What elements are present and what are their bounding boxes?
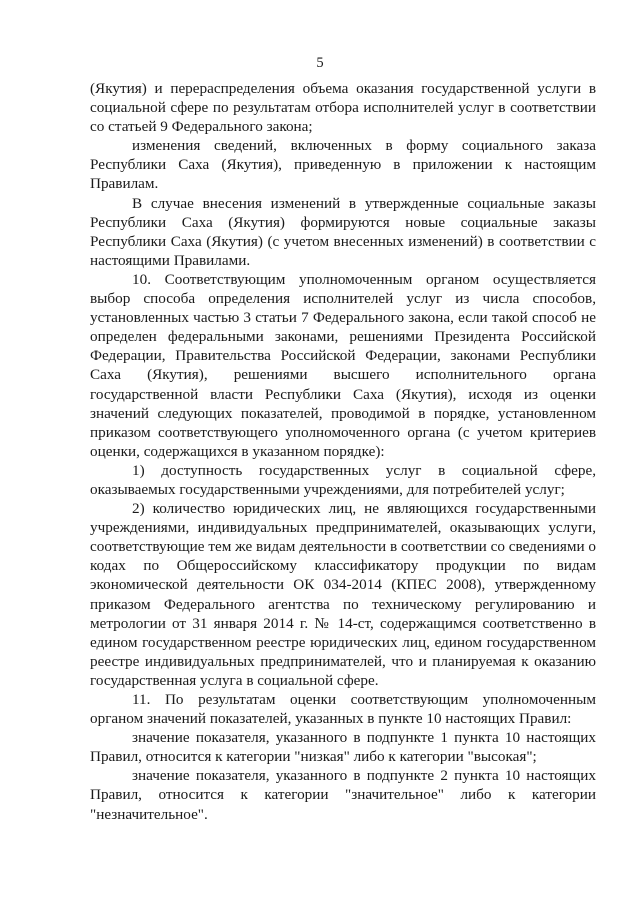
- paragraph-amendments: В случае внесения изменений в утвержденные социальные заказы Республики Саха (Якутия) формируются новые социальные заказы Республики Саха (Якутия) (с учетом внесенных изменений) в соответствии с настоящими Правилами.: [90, 194, 596, 269]
- paragraph-subitem-2: 2) количество юридических лиц, не являющихся государственными учреждениями, индивидуальных предпринимателей, оказывающих услуги, соответствующие тем же видам деятельности в соответствии со сведениями о кодах по Общероссийскому классификатору продукции по видам экономической деятельности ОК 034-2014 (КПЕС 2008), утвержденному приказом Федерального агентства по техническому регулированию и метрологии от 31 января 2014 г. № 14-ст, содержащимся соответственно в едином государственном реестре юридических лиц, едином государственном реестре индивидуальных предпринимателей, что и планируемая к оказанию государственная услуга в социальной сфере.: [90, 500, 596, 689]
- page-number: 5: [316, 55, 324, 71]
- paragraph-indicator-1: значение показателя, указанного в подпункте 1 пункта 10 настоящих Правил, относится к категории "низкая" либо к категории "высокая";: [90, 729, 596, 766]
- document-body: [90, 79, 596, 824]
- paragraph-item-10: 10. Соответствующим уполномоченным органом осуществляется выбор способа определения исполнителей услуг из числа способов, установленных частью 3 статьи 7 Федерального закона, если такой способ не определен федеральными законами, решениями Президента Российской Федерации, Правительства Российской Федерации, законами Республики Саха (Якутия), решениями высшего исполнительного органа государственной власти Республики Саха (Якутия), исходя из оценки значений следующих показателей, проводимой в порядке, установленном приказом соответствующего уполномоченного органа (с учетом критериев оценки, содержащихся в указанном порядке):: [90, 270, 596, 460]
- paragraph-indicator-2: значение показателя, указанного в подпункте 2 пункта 10 настоящих Правил, относится к категории "значительное" либо к категории "незначительное".: [90, 767, 596, 823]
- paragraph-continuation: (Якутия) и перераспределения объема оказания государственной услуги в социальной сфере по результатам отбора исполнителей услуг в соответствии со статьей 9 Федерального закона;: [90, 80, 596, 136]
- paragraph-subitem-1: 1) доступность государственных услуг в социальной сфере, оказываемых государственными учреждениями, для потребителей услуг;: [90, 461, 596, 498]
- paragraph-change-info: изменения сведений, включенных в форму социального заказа Республики Саха (Якутия), приведенную в приложении к настоящим Правилам.: [90, 137, 596, 193]
- paragraph-item-11: 11. По результатам оценки соответствующим уполномоченным органом значений показателей, указанных в пункте 10 настоящих Правил:: [90, 691, 596, 728]
